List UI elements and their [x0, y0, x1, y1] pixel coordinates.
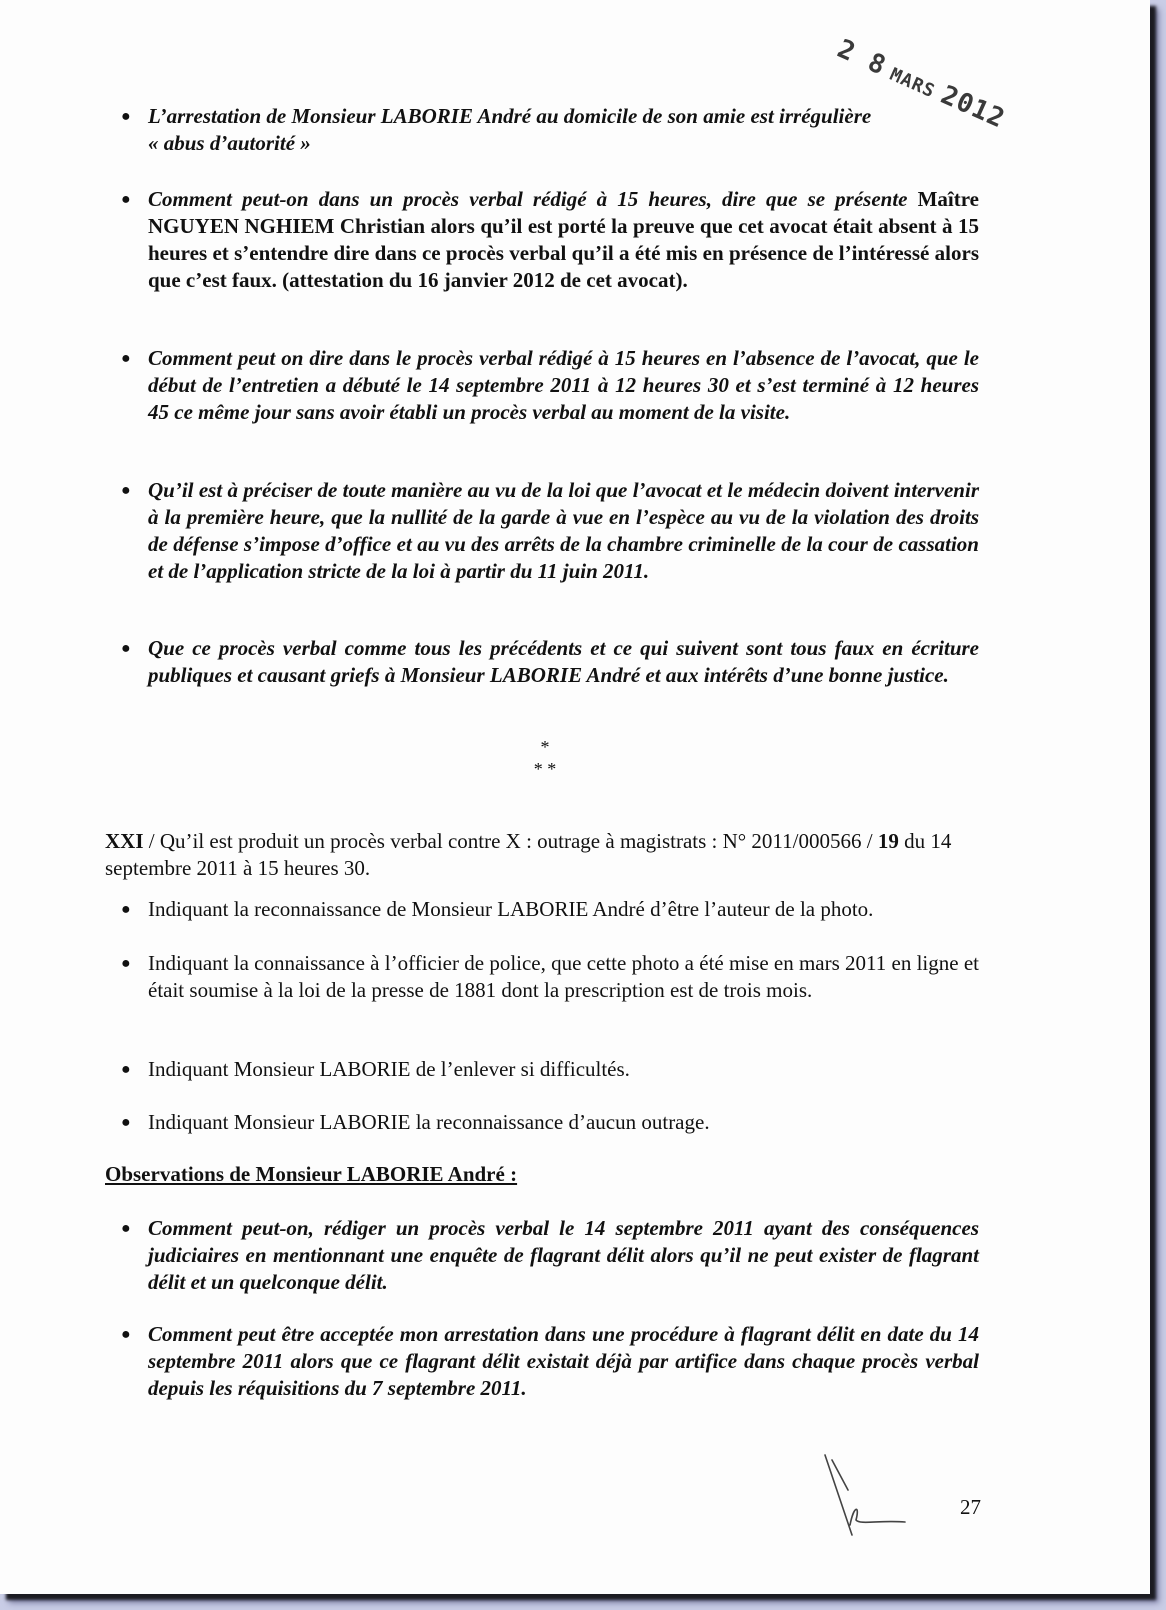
section-number: XXI	[105, 829, 144, 853]
list-item	[121, 1321, 979, 1402]
item-text: Qu’il est à préciser de toute manière au vu de la loi que l’avocat et le médecin doivent intervenir à la première heure, que la nullité de la garde à vue en l’espèce au vu de la violation des droits de défense s’impose d’office et au vu des arrêts de la chambre criminelle de la cour de cassation et de l’application stricte de la loi à partir du 11 juin 2011.	[148, 478, 979, 583]
bullet-icon: ●	[121, 1061, 131, 1078]
item-text: Que ce procès verbal comme tous les précédents et ce qui suivent sont tous faux en écriture publiques et causant griefs à Monsieur LABORIE André et aux intérêts d’une bonne justice.	[148, 636, 979, 687]
section-intro-text: / Qu’il est produit un procès verbal contre X : outrage à magistrats : N° 2011/000566 /	[143, 829, 878, 853]
item-line: « abus d’autorité »	[148, 131, 311, 155]
item-italic-text: Comment peut-on dans un procès verbal rédigé à 15 heures, dire que se présente	[148, 187, 908, 211]
separator-line: *	[540, 737, 550, 757]
observations-heading: Observations de Monsieur LABORIE André :	[105, 1162, 518, 1186]
bullet-icon: ●	[121, 901, 131, 918]
list-item	[121, 635, 979, 689]
signature	[820, 1450, 940, 1560]
separator-stars	[0, 736, 1090, 780]
list-item	[121, 1109, 979, 1136]
item-text: Comment peut être acceptée mon arrestation dans une procédure à flagrant délit en date du 14 septembre 2011 alors que ce flagrant délit existait déjà par artifice dans chaque procès verbal depuis les réquisitions du 7 septembre 2011.	[148, 1322, 979, 1400]
list-item	[121, 896, 979, 923]
bullet-icon: ●	[121, 955, 131, 972]
page-number: 27	[960, 1495, 981, 1519]
bullet-icon: ●	[121, 191, 131, 208]
bullet-icon: ●	[121, 350, 131, 367]
section-ref-number: 19	[877, 829, 899, 853]
bullet-icon: ●	[121, 1114, 131, 1131]
separator-line: * *	[533, 759, 557, 779]
list-item	[121, 103, 979, 157]
list-item	[121, 1215, 979, 1296]
item-line: L’arrestation de Monsieur LABORIE André au domicile de son amie est irrégulière	[148, 104, 872, 128]
item-text: Indiquant Monsieur LABORIE la reconnaissance d’aucun outrage.	[148, 1110, 710, 1134]
item-text: Comment peut-on, rédiger un procès verbal le 14 septembre 2011 ayant des conséquences judiciaires en mentionnant une enquête de flagrant délit alors qu’il ne peut exister de flagrant délit et un quelconque délit.	[148, 1216, 979, 1294]
section-intro	[105, 828, 979, 882]
bullet-icon: ●	[121, 108, 131, 125]
bullet-icon: ●	[121, 1220, 131, 1237]
item-text: Comment peut on dire dans le procès verbal rédigé à 15 heures en l’absence de l’avocat, que le début de l’entretien a débuté le 14 septembre 2011 à 12 heures 30 et s’est terminé à 12 heures 45 ce même jour sans avoir établi un procès verbal au moment de la visite.	[148, 346, 979, 424]
bullet-icon: ●	[121, 482, 131, 499]
list-item	[121, 1056, 979, 1083]
bullet-icon: ●	[121, 640, 131, 657]
item-bold-text: Maître NGUYEN NGHIEM Christian alors qu’il est porté la preuve que cet avocat était absent à 15 heures et s’entendre dire dans ce procès verbal qu’il a été mis en présence de l’intéressé alors que c’est faux. (attestation du 16 janvier 2012 de cet avocat).	[148, 187, 980, 292]
stamp-year: 2012	[936, 80, 1010, 135]
list-item	[121, 186, 980, 294]
stamp-month: MARS	[886, 63, 939, 103]
section-intro-end: du 14 septembre 2011 à 15 heures 30.	[105, 829, 952, 880]
item-text: Indiquant Monsieur LABORIE de l’enlever si difficultés.	[148, 1057, 630, 1081]
stamp-day: 2 8	[832, 34, 891, 82]
bullet-icon: ●	[121, 1326, 131, 1343]
item-text: Indiquant la connaissance à l’officier de police, que cette photo a été mise en mars 2011 en ligne et était soumise à la loi de la presse de 1881 dont la prescription est de trois mois.	[148, 951, 979, 1002]
list-item	[121, 477, 979, 585]
list-item	[121, 950, 979, 1004]
item-text: Indiquant la reconnaissance de Monsieur LABORIE André d’être l’auteur de la photo.	[148, 897, 874, 921]
list-item	[121, 345, 979, 426]
